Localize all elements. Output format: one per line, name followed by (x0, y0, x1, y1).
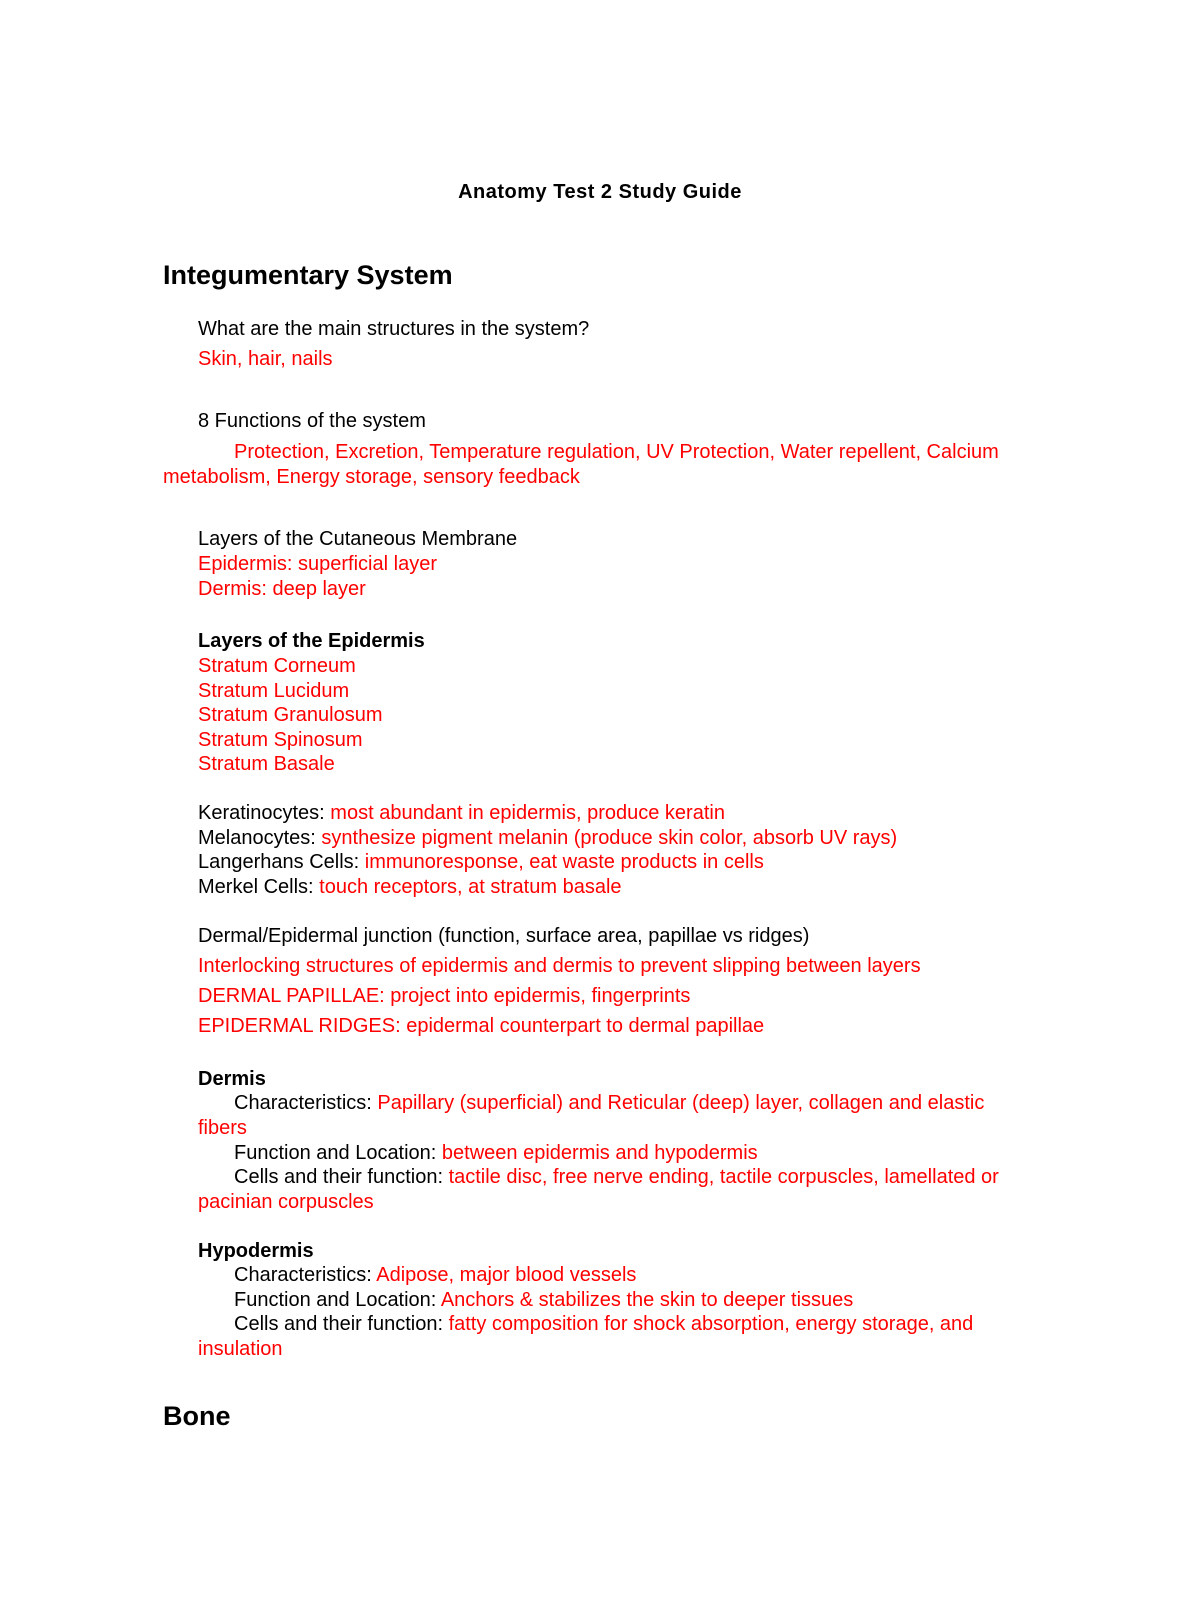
dermis-function (234, 1140, 758, 1166)
epidermis-layer-item: Stratum Basale (198, 753, 335, 775)
hypodermis-function (234, 1287, 853, 1313)
junction-answer-papillae: DERMAL PAPILLAE: project into epidermis, fingerprints (198, 985, 691, 1007)
dermis-characteristics-value: Papillary (superficial) and Reticular (deep) layer, collagen and elastic (377, 1092, 985, 1114)
epidermis-layer-item: Stratum Granulosum (198, 704, 383, 726)
document-title: Anatomy Test 2 Study Guide (458, 181, 742, 203)
epidermis-layer-item: Stratum Corneum (198, 655, 356, 677)
cell-label: Merkel Cells: (198, 876, 320, 898)
cell-merkel (198, 874, 622, 900)
cell-label: Keratinocytes: (198, 802, 331, 824)
cell-label: Langerhans Cells: (198, 851, 365, 873)
section-heading-integumentary: Integumentary System (163, 260, 453, 290)
epidermis-layer-item: Stratum Lucidum (198, 680, 350, 702)
cell-keratinocytes (198, 800, 725, 826)
structures-question: What are the main structures in the system? (198, 318, 590, 340)
hypodermis-cells (234, 1311, 973, 1337)
cell-melanocytes (198, 825, 897, 851)
cell-label: Melanocytes: (198, 827, 322, 849)
hypodermis-characteristics-label: Characteristics: (234, 1264, 377, 1286)
hypodermis-characteristics (234, 1262, 636, 1288)
cell-value: synthesize pigment melanin (produce skin color, absorb UV rays) (321, 827, 898, 849)
junction-question: Dermal/Epidermal junction (function, surface area, papillae vs ridges) (198, 925, 810, 947)
junction-answer-ridges: EPIDERMAL RIDGES: epidermal counterpart to dermal papillae (198, 1015, 765, 1037)
hypodermis-cells-label: Cells and their function: (234, 1313, 449, 1335)
epidermis-layer-item: Stratum Spinosum (198, 729, 363, 751)
functions-answer-line2: metabolism, Energy storage, sensory feedback (163, 466, 580, 488)
functions-question: 8 Functions of the system (198, 410, 426, 432)
dermis-cells-value: tactile disc, free nerve ending, tactile corpuscles, lamellated or (448, 1166, 999, 1188)
cell-langerhans (198, 849, 764, 875)
hypodermis-heading: Hypodermis (198, 1240, 314, 1262)
cutaneous-answer-dermis: Dermis: deep layer (198, 578, 366, 600)
dermis-heading: Dermis (198, 1068, 266, 1090)
dermis-function-label: Function and Location: (234, 1142, 442, 1164)
epidermis-layers-heading: Layers of the Epidermis (198, 630, 425, 652)
dermis-characteristics (234, 1090, 984, 1116)
cell-value: immunoresponse, eat waste products in cells (364, 851, 764, 873)
section-heading-bone: Bone (163, 1401, 231, 1431)
functions-answer-line1: Protection, Excretion, Temperature regulation, UV Protection, Water repellent, Calcium (234, 441, 999, 463)
dermis-function-value: between epidermis and hypodermis (441, 1142, 758, 1164)
dermis-cells-label: Cells and their function: (234, 1166, 449, 1188)
cutaneous-answer-epidermis: Epidermis: superficial layer (198, 553, 437, 575)
hypodermis-function-label: Function and Location: (234, 1289, 441, 1311)
dermis-cells-value-cont: pacinian corpuscles (198, 1191, 374, 1213)
dermis-characteristics-label: Characteristics: (234, 1092, 378, 1114)
cell-value: touch receptors, at stratum basale (319, 876, 622, 898)
hypodermis-characteristics-value: Adipose, major blood vessels (376, 1264, 637, 1286)
dermis-cells (234, 1164, 999, 1190)
hypodermis-cells-value: fatty composition for shock absorption, energy storage, and (448, 1313, 974, 1335)
hypodermis-cells-value-cont: insulation (198, 1338, 283, 1360)
structures-answer: Skin, hair, nails (198, 348, 333, 370)
dermis-characteristics-value-cont: fibers (198, 1117, 247, 1139)
cell-value: most abundant in epidermis, produce keratin (330, 802, 725, 824)
hypodermis-function-value: Anchors & stabilizes the skin to deeper tissues (440, 1289, 854, 1311)
cutaneous-question: Layers of the Cutaneous Membrane (198, 528, 518, 550)
junction-answer: Interlocking structures of epidermis and dermis to prevent slipping between layers (198, 955, 921, 977)
